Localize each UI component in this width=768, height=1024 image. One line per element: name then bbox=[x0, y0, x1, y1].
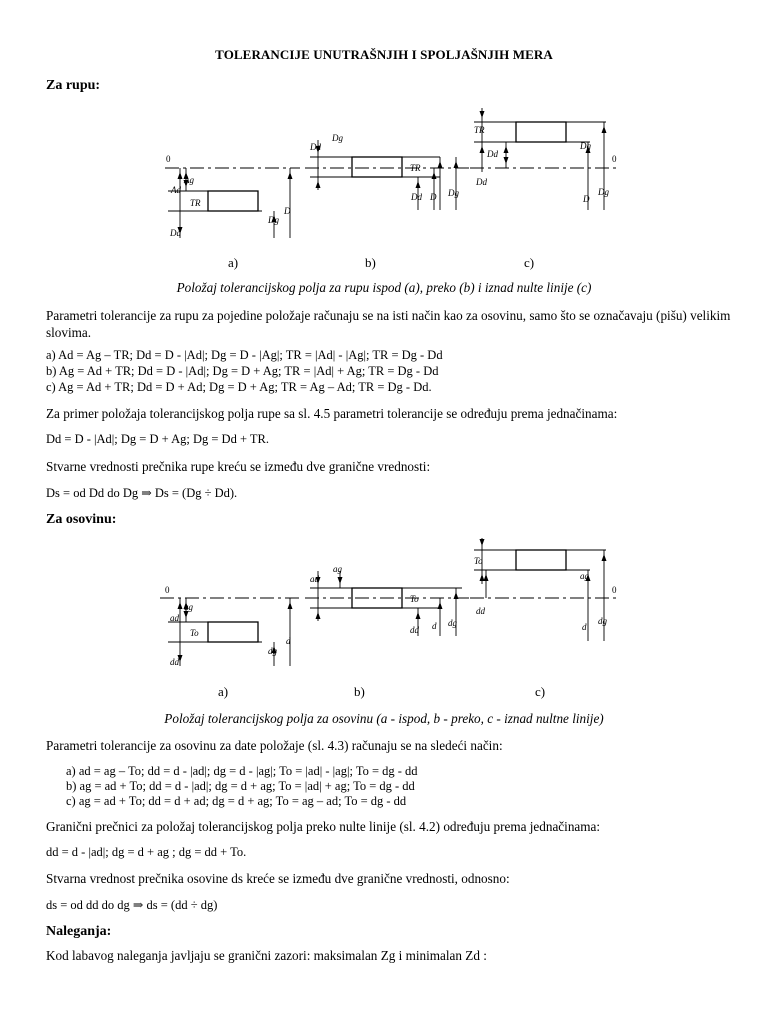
hole-label-ag-a: Ag bbox=[184, 175, 194, 185]
shaft-heading: Za osovinu: bbox=[46, 512, 117, 527]
hole-zero-label-c: 0 bbox=[612, 154, 617, 164]
shaft-actual-equation: ds = od dd do dg ⇒ ds = (dd ÷ dg) bbox=[46, 898, 218, 912]
hole-heading: Za rupu: bbox=[46, 78, 101, 93]
shaft-label-d-a: d bbox=[286, 636, 291, 646]
hole-figure-caption: Položaj tolerancijskog polja za rupu ispod (a), preko (b) i iznad nulte linije (c) bbox=[176, 280, 592, 295]
hole-zero-label-a: 0 bbox=[166, 154, 171, 164]
shaft-panel-a-label: a) bbox=[218, 684, 229, 699]
hole-label-d-c: D bbox=[583, 194, 590, 204]
shaft-label-dd-b: dd bbox=[410, 625, 419, 635]
shaft-label-dd-a: dd bbox=[170, 657, 179, 667]
hole-label-dd-b: Dd bbox=[411, 192, 422, 202]
hole-label-dg-c2: Dg bbox=[598, 187, 609, 197]
hole-label-d-b: D bbox=[430, 192, 437, 202]
shaft-equation-c: c) ag = ad + To; dd = d + ad; dg = d + ag; To = ag – ad; To = dg - dd bbox=[66, 794, 407, 808]
hole-label-dg-c1: Dg bbox=[580, 141, 591, 151]
hole-label-dg-b: Dg bbox=[448, 188, 459, 198]
hole-example-equation: Dd = D - |Ad|; Dg = D + Ag; Dg = Dd + TR. bbox=[46, 432, 270, 446]
shaft-label-dg-a: dg bbox=[268, 646, 277, 656]
shaft-zero-label-c: 0 bbox=[612, 585, 617, 595]
shaft-label-ad-a: ad bbox=[170, 613, 179, 623]
hole-actual-equation: Ds = od Dd do Dg ⇒ Ds = (Dg ÷ Dd). bbox=[46, 486, 238, 500]
hole-intro-paragraph: Parametri tolerancije za rupu za pojedine položaje računaju se na isti način kao za osovinu, samo što se označavaju (pišu) velikim slovima. bbox=[46, 308, 731, 340]
shaft-limits-equation: dd = d - |ad|; dg = d + ag ; dg = dd + To. bbox=[46, 845, 247, 859]
shaft-label-d-c: d bbox=[582, 622, 587, 632]
hole-label-d-a: D bbox=[284, 206, 291, 216]
shaft-label-dg-c: dg bbox=[598, 616, 607, 626]
hole-panel-a-label: a) bbox=[228, 255, 239, 270]
hole-label-dd-a: Dd bbox=[170, 228, 181, 238]
shaft-actual-paragraph: Stvarna vrednost prečnika osovine ds kreće se između dve granične vrednosti, odnosno: bbox=[46, 871, 510, 886]
shaft-label-to-b: To bbox=[410, 594, 419, 604]
hole-equation-a: a) Ad = Ag – TR; Dd = D - |Ad|; Dg = D - |Ag|; TR = |Ad| - |Ag|; TR = Dg - Dd bbox=[46, 348, 443, 362]
shaft-zero-label-a: 0 bbox=[165, 585, 170, 595]
hole-label-tr-c: TR bbox=[474, 125, 485, 135]
shaft-equation-a: a) ad = ag – To; dd = d - |ad|; dg = d - |ag|; To = |ad| - |ag|; To = dg - dd bbox=[66, 764, 418, 778]
hole-equation-c: c) Ag = Ad + TR; Dd = D + Ad; Dg = D + Ag; TR = Ag – Ad; TR = Dg - Dd. bbox=[46, 380, 432, 394]
hole-actual-paragraph: Stvarne vrednosti prečnika rupe kreću se između dve granične vrednosti: bbox=[46, 459, 431, 474]
hole-example-paragraph: Za primer položaja tolerancijskog polja rupe sa sl. 4.5 parametri tolerancije se određuju prema jednačinama: bbox=[46, 406, 618, 421]
page-title: TOLERANCIJE UNUTRAŠNJIH I SPOLJAŠNJIH MERA bbox=[215, 47, 553, 62]
shaft-panel-c-label: c) bbox=[535, 684, 546, 699]
fits-paragraph: Kod labavog naleganja javljaju se granični zazori: maksimalan Zg i minimalan Zd : bbox=[46, 948, 487, 963]
shaft-label-dd-c: dd bbox=[476, 606, 485, 616]
hole-label-tr-b: TR bbox=[410, 163, 421, 173]
fits-heading: Naleganja: bbox=[46, 924, 112, 939]
hole-panel-b-label: b) bbox=[365, 255, 376, 270]
shaft-label-ad-b: ad bbox=[310, 574, 319, 584]
shaft-equation-b: b) ag = ad + To; dd = d - |ad|; dg = d + ag; To = |ad| + ag; To = dg - dd bbox=[66, 779, 415, 793]
shaft-label-ag-c: ag bbox=[580, 571, 589, 581]
shaft-label-ag-b: ag bbox=[333, 564, 342, 574]
shaft-label-dg-b: dg bbox=[448, 618, 457, 628]
hole-label-dd-b1: Dd bbox=[310, 142, 321, 152]
hole-label-dd-c1: Dd bbox=[487, 149, 498, 159]
hole-label-tr-a: TR bbox=[190, 198, 201, 208]
shaft-label-d-b: d bbox=[432, 621, 437, 631]
shaft-figure-caption: Položaj tolerancijskog polja za osovinu (a - ispod, b - preko, c - iznad nultne linije) bbox=[164, 711, 604, 726]
shaft-intro-paragraph: Parametri tolerancije za osovinu za date položaje (sl. 4.3) računaju se na sledeći način: bbox=[46, 738, 503, 753]
shaft-label-to-c: To bbox=[474, 556, 483, 566]
shaft-label-ag-a: ag bbox=[184, 602, 193, 612]
shaft-panel-b-label: b) bbox=[354, 684, 365, 699]
hole-label-ad-a: Ad bbox=[171, 185, 181, 195]
hole-label-dd-c2: Dd bbox=[476, 177, 487, 187]
hole-label-dg-a: Dg bbox=[268, 215, 279, 225]
shaft-label-to-a: To bbox=[190, 628, 199, 638]
hole-equation-b: b) Ag = Ad + TR; Dd = D - |Ad|; Dg = D + Ag; TR = |Ad| + Ag; TR = Dg - Dd bbox=[46, 364, 439, 378]
shaft-limits-paragraph: Granični prečnici za položaj tolerancijskog polja preko nulte linije (sl. 4.2) određuju prema jednačinama: bbox=[46, 819, 601, 834]
hole-panel-c-label: c) bbox=[524, 255, 535, 270]
shaft-tolerance-figure bbox=[0, 536, 768, 686]
hole-label-dg-b1: Dg bbox=[332, 133, 343, 143]
